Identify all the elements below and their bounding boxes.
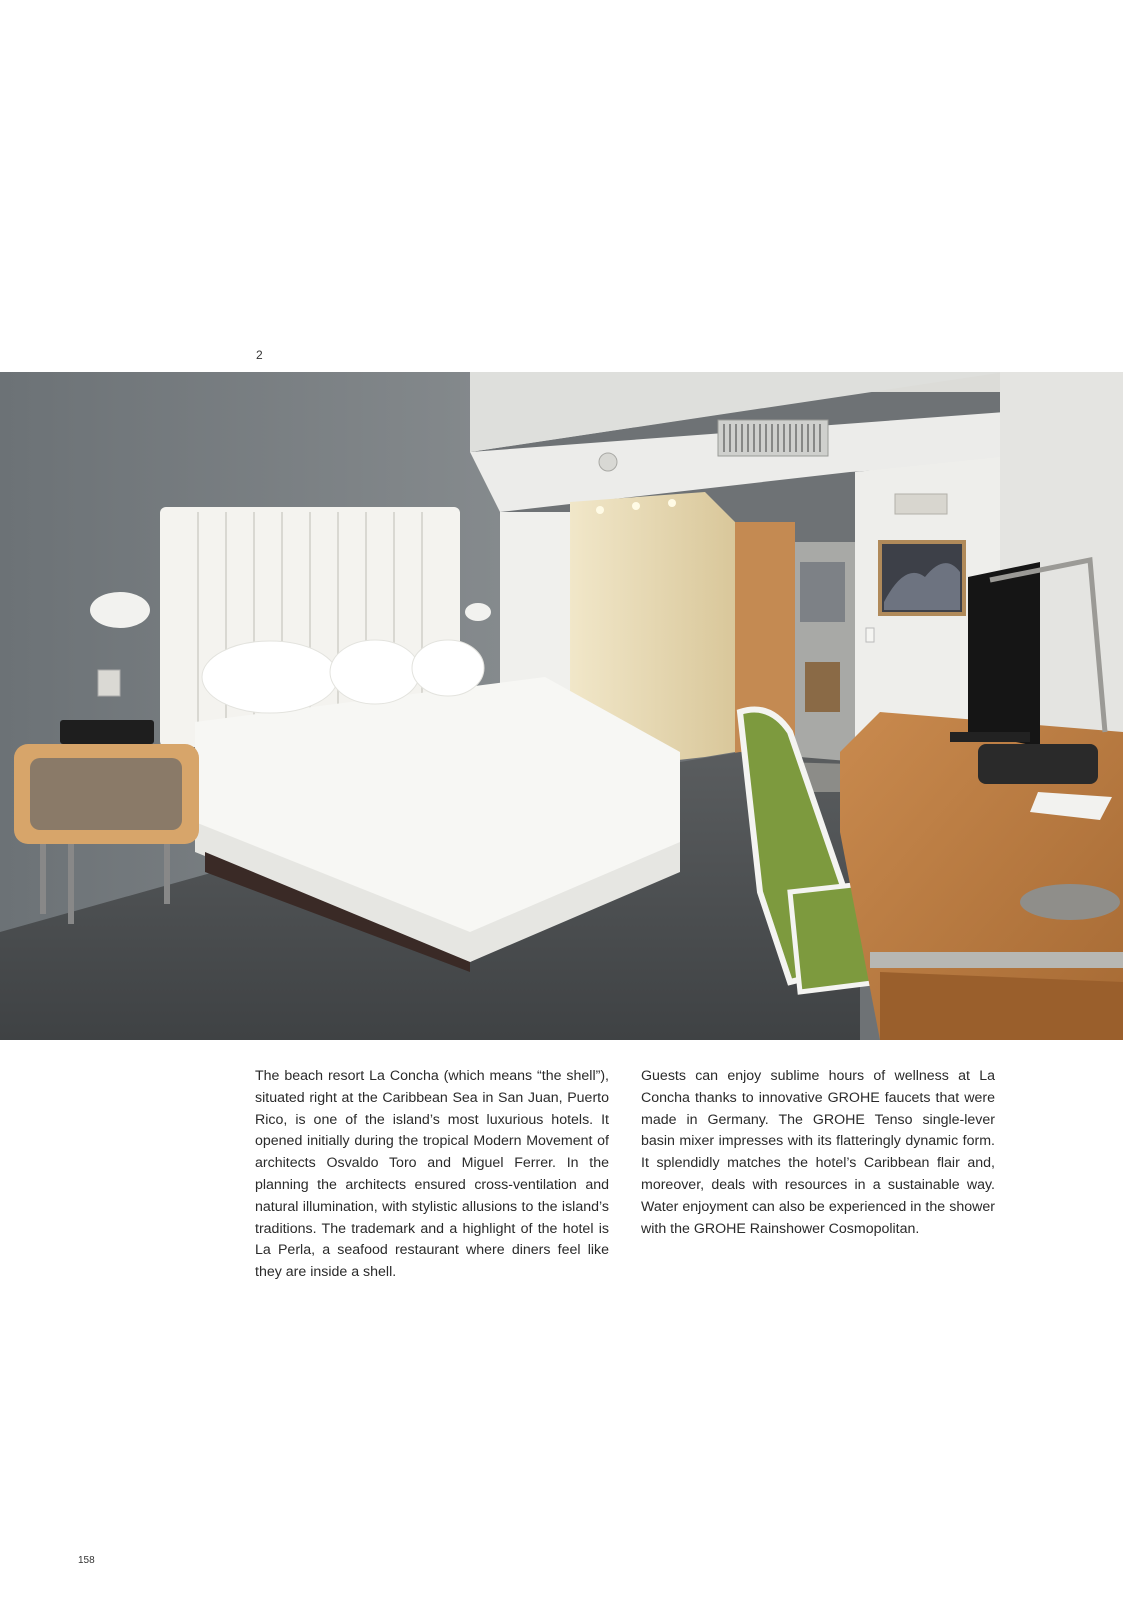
figure-number: 2 [256, 348, 263, 362]
body-paragraph-left: The beach resort La Concha (which means “the shell”), situated right at the Caribbean Sea in San Juan, Puerto Rico, is one of the island’s most luxurious hotels. It opened initially during the tropical Modern Movement of architects Osvaldo Toro and Miguel Ferrer. In the planning the architects ensured cross-ventilation and natural illumination, with stylistic allusions to the island’s traditions. The trademark and a highlight of the hotel is La Perla, a seafood restaurant where diners feel like they are inside a shell. [255, 1068, 609, 1281]
body-text-left-column [255, 1066, 609, 1284]
body-paragraph-right: Guests can enjoy sublime hours of wellness at La Concha thanks to innovative GROHE faucets that were made in Germany. The GROHE Tenso single-lever basin mixer impresses with its flatteringly dynamic form. It splendidly matches the hotel’s Caribbean flair and, moreover, deals with resources in a sustainable way. Water enjoyment can also be experienced in the shower with the GROHE Rainshower Cosmopolitan. [641, 1068, 995, 1237]
body-text-right-column [641, 1066, 995, 1240]
page-number: 158 [78, 1555, 95, 1566]
hotel-room-photo [0, 372, 1123, 1040]
